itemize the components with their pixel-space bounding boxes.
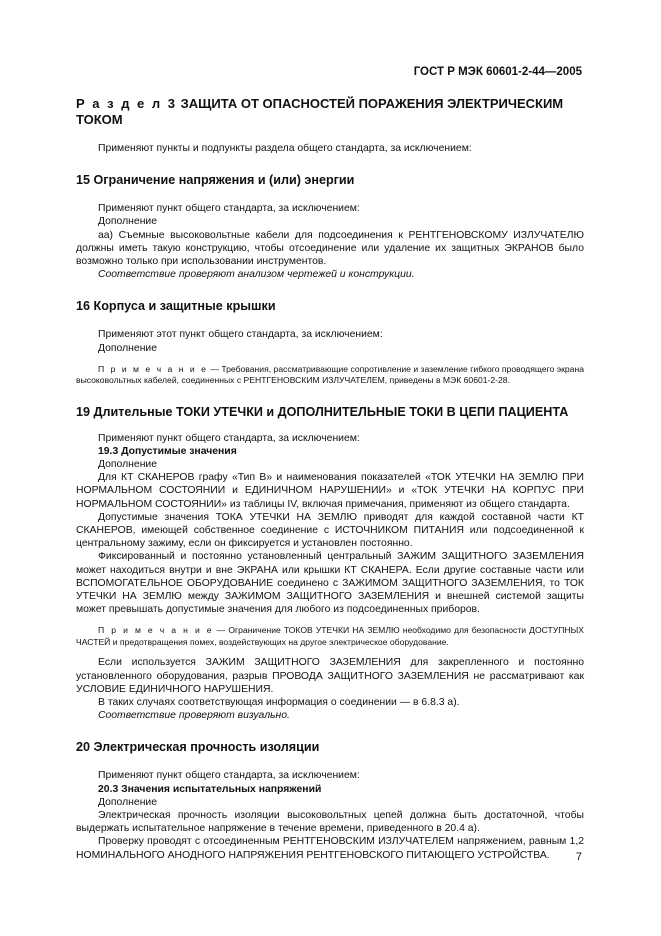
clause-20-text-2: Дополнение <box>98 796 158 808</box>
section-title <box>76 96 584 128</box>
clause-19-compliance: Соответствие проверяют визуально. <box>98 710 290 722</box>
clause-15-text-3: аа) Съемные высоковольтные кабели для подсоединения к РЕНТГЕНОВСКОМУ ИЗЛУЧАТЕЛЮ должны иметь такую конструкцию, чтобы отсоединение или удаление их защитных ЭКРАНОВ было возможно только при использовании инструментов. <box>76 229 584 268</box>
subclause-20-3-heading: 20.3 Значения испытательных напряжений <box>98 783 322 795</box>
clause-20-text-1: Применяют пункт общего стандарта, за исключением: <box>98 770 360 782</box>
clause-16-note <box>76 364 584 387</box>
section-prefix: Р а з д е л 3 <box>76 96 178 111</box>
clause-19-text-5: Фиксированный и постоянно установленный центральный ЗАЖИМ ЗАЩИТНОГО ЗАЗЕМЛЕНИЯ может находиться внутри и вне ЭКРАНА или крышки КТ СКАНЕРА. Если другие составные части или ВСПОМОГАТЕЛЬНОЕ ОБОРУДОВАНИЕ соединено с ЗАЖИМОМ ЗАЩИТНОГО ЗАЗЕМЛЕНИЯ, то ТОК УТЕЧКИ НА ЗЕМЛЮ между ЗАЖИМОМ ЗАЩИТНОГО ЗАЗЕМЛЕНИЯ и внешней системой защиты может превышать допустимые значения для любого из подсоединенных приборов. <box>76 551 584 616</box>
section-title-text: ЗАЩИТА ОТ ОПАСНОСТЕЙ ПОРАЖЕНИЯ ЭЛЕКТРИЧЕСКИМ ТОКОМ <box>76 96 564 127</box>
section-intro: Применяют пункты и подпункты раздела общего стандарта, за исключением: <box>98 143 472 154</box>
note-text: — Ограничение ТОКОВ УТЕЧКИ НА ЗЕМЛЮ необходимо для безопасности ДОСТУПНЫХ ЧАСТЕЙ и предотвращения помех, воздействующих на другое электрическое оборудование. <box>76 625 584 647</box>
clause-19-text-3: Для КТ СКАНЕРОВ графу «Тип B» и наименования показателей «ТОК УТЕЧКИ НА ЗЕМЛЮ ПРИ НОРМАЛЬНОМ СОСТОЯНИИ и ЕДИНИЧНОМ НАРУШЕНИИ» и «ТОК УТЕЧКИ НА КОРПУС ПРИ НОРМАЛЬНОМ СОСТОЯНИИ» из таблицы IV, включая примечания, применяют из общего стандарта. <box>76 472 584 510</box>
clause-19-text-7: В таких случаях соответствующая информация о соединении — в 6.8.3 a). <box>98 696 460 708</box>
clause-19-text-4: Допустимые значения ТОКА УТЕЧКИ НА ЗЕМЛЮ приводят для каждой составной части КТ СКАНЕРОВ, имеющей собственное соединение с ИСТОЧНИКОМ ПИТАНИЯ или подсоединенной к центральному зажиму, если он фиксируется и установлен постоянно. <box>76 511 584 550</box>
clause-16-text-2: Дополнение <box>98 342 158 354</box>
clause-15-text-1: Применяют пункт общего стандарта, за исключением: <box>98 203 360 215</box>
clause-15-compliance: Соответствие проверяют анализом чертежей и конструкции. <box>98 269 415 281</box>
page-number: 7 <box>575 851 582 863</box>
clause-20-text-3: Электрическая прочность изоляции высоковольтных цепей должна быть достаточной, чтобы выдержать испытательное напряжение в течение времени, приведенного в 20.4 a). <box>76 809 584 835</box>
note-label: П р и м е ч а н и е <box>98 625 214 636</box>
document-header: ГОСТ Р МЭК 60601-2-44—2005 <box>413 66 582 78</box>
clause-16-heading: 16 Корпуса и защитные крышки <box>76 299 276 314</box>
clause-19-text-1: Применяют пункт общего стандарта, за исключением: <box>98 432 360 444</box>
note-label: П р и м е ч а н и е <box>98 363 208 374</box>
clause-20-heading: 20 Электрическая прочность изоляции <box>76 740 320 755</box>
subclause-19-3-heading: 19.3 Допустимые значения <box>98 445 237 457</box>
clause-19-text-6: Если используется ЗАЖИМ ЗАЩИТНОГО ЗАЗЕМЛЕНИЯ для закрепленного и постоянно установленного оборудования, разрыв ПРОВОДА ЗАЩИТНОГО ЗАЗЕМЛЕНИЯ не рассматривают как УСЛОВИЕ ЕДИНИЧНОГО НАРУШЕНИЯ. <box>76 657 584 695</box>
clause-19-note <box>76 625 584 648</box>
clause-19-heading: 19 Длительные ТОКИ УТЕЧКИ и ДОПОЛНИТЕЛЬНЫЕ ТОКИ В ЦЕПИ ПАЦИЕНТА <box>76 404 569 419</box>
clause-15-text-2: Дополнение <box>98 216 158 228</box>
clause-16-text-1: Применяют этот пункт общего стандарта, за исключением: <box>98 329 383 341</box>
page-content <box>76 96 584 862</box>
clause-15-heading: 15 Ограничение напряжения и (или) энергии <box>76 173 355 188</box>
clause-19-text-2: Дополнение <box>98 459 158 471</box>
clause-20-text-4: Проверку проводят с отсоединенным РЕНТГЕНОВСКИМ ИЗЛУЧАТЕЛЕМ напряжением, равным 1,2 НОМИНАЛЬНОГО АНОДНОГО НАПРЯЖЕНИЯ РЕНТГЕНОВСКОГО ПИТАЮЩЕГО УСТРОЙСТВА. <box>76 836 584 861</box>
note-text: — Требования, рассматривающие сопротивление и заземление гибкого проводящего экрана высоковольтных кабелей, соединенных с РЕНТГЕНОВСКИМ ИЗЛУЧАТЕЛЕМ, приведены в МЭК 60601-2-28. <box>76 363 584 386</box>
